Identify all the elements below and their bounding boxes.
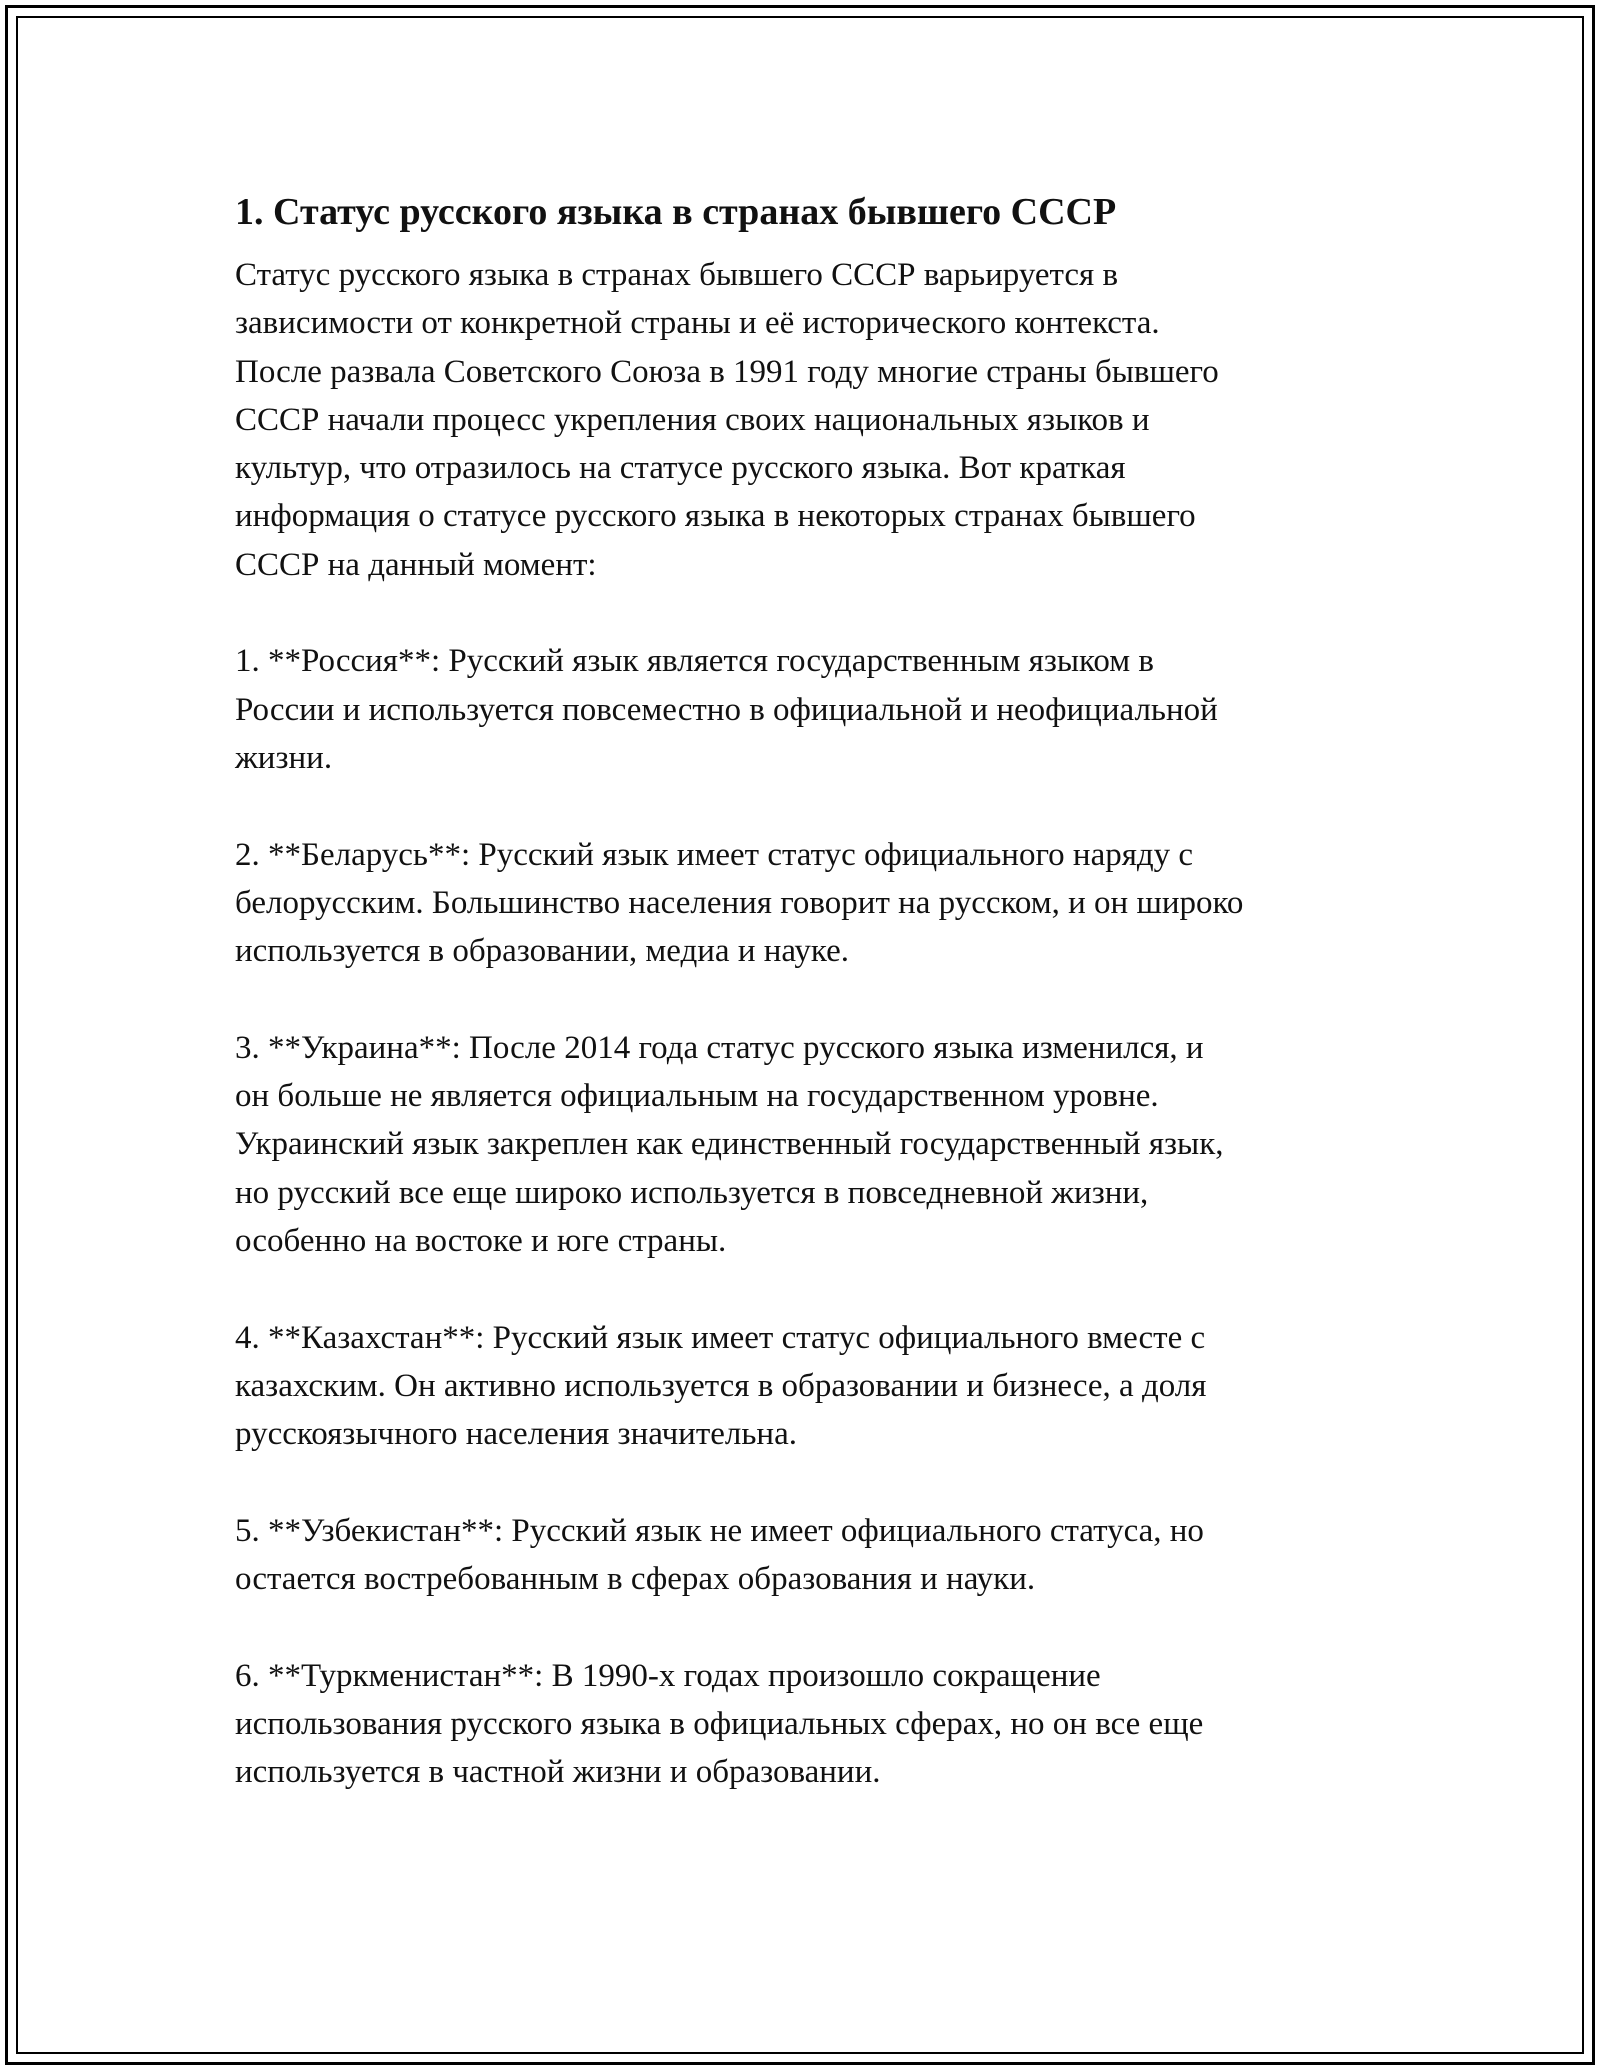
list-item-line: использования русского языка в официальных сферах, но он все еще	[235, 1705, 1204, 1742]
list-item-kazakhstan	[235, 1314, 1365, 1459]
list-item-line: особенно на востоке и юге страны.	[235, 1222, 727, 1259]
list-item-line: Украинский язык закреплен как единственный государственный язык,	[235, 1126, 1224, 1163]
list-item-russia	[235, 637, 1365, 782]
list-item-line: России и используется повсеместно в официальной и неофициальной	[235, 691, 1218, 728]
list-item-line: 2. **Беларусь**: Русский язык имеет статус официального наряду с	[235, 836, 1194, 873]
intro-line: культур, что отразилось на статусе русского языка. Вот краткая	[235, 450, 1126, 487]
intro-line: СССР начали процесс укрепления своих национальных языков и	[235, 401, 1150, 438]
list-item-line: 5. **Узбекистан**: Русский язык не имеет официального статуса, но	[235, 1512, 1204, 1549]
list-item-line: 6. **Туркменистан**: В 1990-х годах произошло сокращение	[235, 1657, 1101, 1694]
section-heading: 1. Статус русского языка в странах бывшего СССР	[235, 191, 1117, 233]
list-item-uzbekistan	[235, 1507, 1365, 1604]
document-body	[235, 187, 1365, 1845]
intro-paragraph	[235, 251, 1365, 589]
list-item-line: 4. **Казахстан**: Русский язык имеет статус официального вместе с	[235, 1319, 1206, 1356]
list-item-line: но русский все еще широко используется в повседневной жизни,	[235, 1174, 1149, 1211]
list-item-line: казахским. Он активно используется в образовании и бизнесе, а доля	[235, 1367, 1207, 1404]
list-item-line: 1. **Россия**: Русский язык является государственным языком в	[235, 643, 1155, 680]
list-item-line: белорусским. Большинство населения говорит на русском, и он широко	[235, 884, 1244, 921]
list-item-turkmenistan	[235, 1652, 1365, 1797]
intro-line: После развала Советского Союза в 1991 году многие страны бывшего	[235, 353, 1219, 390]
intro-line: Статус русского языка в странах бывшего СССР варьируется в	[235, 257, 1119, 293]
intro-line: информация о статусе русского языка в некоторых странах бывшего	[235, 498, 1196, 535]
list-item-line: жизни.	[235, 739, 333, 776]
list-item-belarus	[235, 831, 1365, 976]
list-item-line: 3. **Украина**: После 2014 года статус русского языка изменился, и	[235, 1029, 1204, 1066]
list-item-line: он больше не является официальным на государственном уровне.	[235, 1078, 1159, 1115]
list-item-line: используется в частной жизни и образовании.	[235, 1754, 881, 1791]
list-item-line: русскоязычного населения значительна.	[235, 1416, 797, 1453]
list-item-line: используется в образовании, медиа и науке.	[235, 933, 849, 970]
list-item-ukraine	[235, 1024, 1365, 1265]
intro-line: зависимости от конкретной страны и её исторического контекста.	[235, 305, 1160, 342]
intro-line: СССР на данный момент:	[235, 546, 597, 583]
list-item-line: остается востребованным в сферах образования и науки.	[235, 1561, 1036, 1598]
